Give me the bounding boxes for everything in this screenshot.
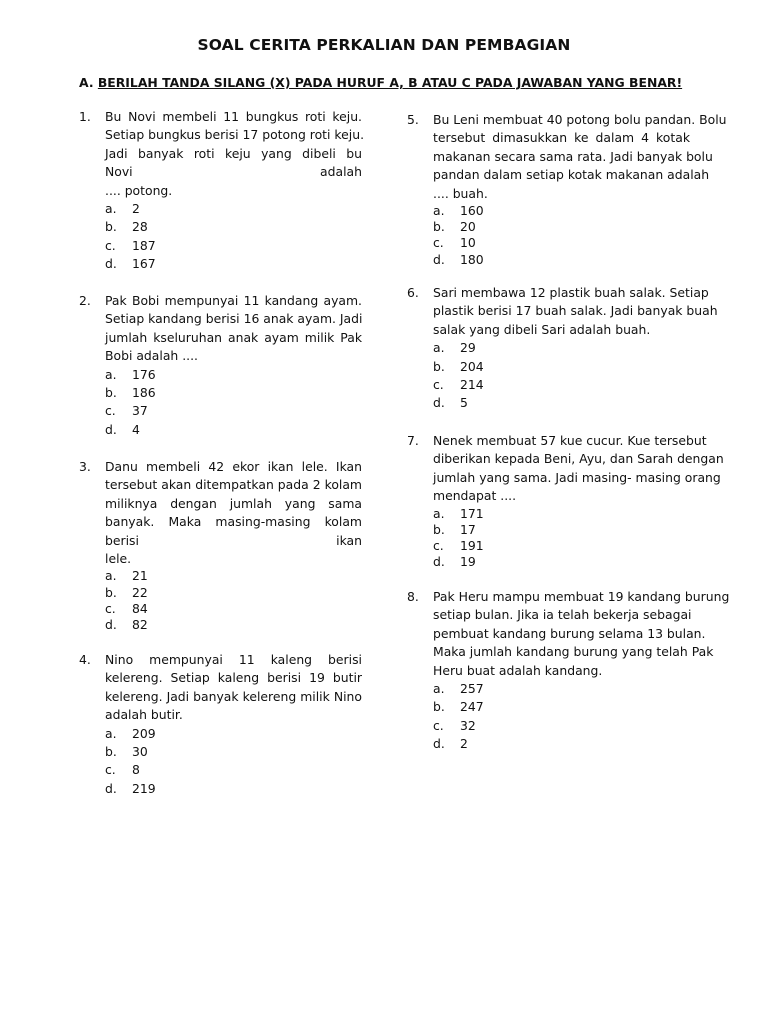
question-text-line: Bobi adalah .... [105, 348, 198, 364]
answer-options [105, 725, 379, 799]
option-letter: d. [433, 736, 445, 752]
answer-option [105, 743, 379, 761]
option-letter: a. [433, 505, 445, 521]
question-text-line: Jadi banyak roti keju yang dibeli bu [105, 145, 362, 161]
question-text-line: plastik berisi 17 buah salak. Jadi banyak buah [433, 303, 718, 319]
option-letter: b. [433, 219, 445, 235]
page-title: SOAL CERITA PERKALIAN DAN PEMBAGIAN [197, 36, 571, 54]
answer-option [433, 358, 707, 376]
answer-options [105, 568, 379, 633]
option-letter: d. [433, 554, 445, 570]
option-value: 219 [132, 780, 156, 796]
question-text-line: .... buah. [433, 185, 488, 201]
answer-option [433, 717, 707, 735]
option-letter: c. [433, 717, 444, 733]
question-text-line: pandan dalam setiap kotak makanan adalah [433, 167, 710, 183]
option-value: 167 [132, 256, 156, 272]
option-value: 2 [460, 736, 468, 752]
question-text [433, 111, 727, 203]
option-letter: b. [105, 584, 117, 600]
question-text-line: tersebut dimasukkan ke dalam 4 kotak [433, 130, 690, 146]
question-number: 4. [79, 652, 91, 667]
answer-option [105, 725, 379, 743]
option-value: 82 [132, 617, 148, 632]
option-letter: a. [433, 203, 445, 219]
answer-option [105, 237, 379, 255]
question-text-line: Nino mempunyai 11 kaleng berisi [105, 652, 362, 667]
question-text-line: adalah butir. [105, 707, 183, 723]
option-letter: b. [433, 358, 445, 374]
instruction-text: BERILAH TANDA SILANG (X) PADA HURUF A, B ATAU C PADA JAWABAN YANG BENAR! [97, 75, 683, 90]
question-text-line: Bu Leni membuat 40 potong bolu pandan. Bolu [433, 112, 727, 127]
option-value: 176 [132, 366, 156, 382]
question-text [105, 292, 362, 366]
option-value: 186 [132, 385, 156, 401]
instruction-prefix: A. [79, 75, 94, 90]
question-text [105, 651, 362, 725]
option-value: 257 [460, 681, 484, 697]
option-value: 28 [132, 219, 148, 235]
question-text-line: Pak Bobi mempunyai 11 kandang ayam. [105, 293, 362, 308]
question-1 [79, 108, 379, 274]
option-value: 10 [460, 235, 476, 251]
question-number: 6. [407, 285, 419, 300]
question-text [433, 284, 718, 339]
option-letter: b. [105, 385, 117, 401]
question-text-line: diberikan kepada Beni, Ayu, dan Sarah dengan [433, 451, 724, 467]
answer-option [105, 585, 379, 601]
option-value: 160 [460, 203, 484, 219]
option-value: 209 [132, 725, 156, 741]
question-text-line: banyak. Maka masing-masing kolam [105, 514, 362, 530]
question-text-line: salak yang dibeli Sari adalah buah. [433, 321, 651, 337]
option-value: 30 [132, 744, 148, 760]
answer-option [105, 601, 379, 617]
question-7 [407, 432, 724, 570]
answer-option [433, 203, 707, 219]
question-text-line: makanan secara sama rata. Jadi banyak bolu [433, 148, 713, 164]
question-number: 5. [407, 112, 419, 127]
option-letter: c. [433, 538, 444, 553]
option-value: 8 [132, 762, 140, 778]
question-text-line: Maka jumlah kandang burung yang telah Pak [433, 644, 714, 660]
answer-options [433, 506, 707, 571]
question-text-line: mendapat .... [433, 488, 517, 504]
question-text-line: Sari membawa 12 plastik buah salak. Setiap [433, 285, 709, 300]
option-letter: d. [433, 395, 445, 411]
option-value: 19 [460, 554, 476, 570]
answer-option [433, 394, 707, 412]
option-letter: d. [105, 421, 117, 437]
question-6 [407, 284, 718, 413]
question-text [433, 588, 730, 680]
question-text-line: tersebut akan ditempatkan pada 2 kolam [105, 477, 362, 493]
answer-option [105, 255, 379, 273]
option-value: 214 [460, 377, 484, 392]
option-letter: a. [105, 366, 117, 382]
answer-option [105, 384, 379, 402]
option-value: 2 [132, 201, 140, 217]
option-value: 4 [132, 421, 140, 437]
answer-option [105, 780, 379, 798]
question-text-line: berisi ikan [105, 532, 362, 548]
question-number: 1. [79, 109, 91, 124]
answer-options [433, 203, 707, 268]
option-value: 191 [460, 538, 484, 553]
answer-options [433, 339, 707, 413]
question-text-line: miliknya dengan jumlah yang sama [105, 495, 362, 511]
question-text [105, 458, 362, 568]
question-number: 7. [407, 433, 419, 448]
question-number: 3. [79, 459, 91, 474]
question-text-line: kelereng. Jadi banyak kelereng milik Nino [105, 688, 362, 704]
option-letter: b. [433, 699, 445, 715]
answer-option [105, 617, 379, 633]
instruction [79, 75, 682, 90]
option-letter: c. [105, 403, 116, 419]
question-text-line: kelereng. Setiap kaleng berisi 19 butir [105, 670, 362, 686]
option-letter: c. [433, 377, 444, 392]
question-4 [79, 651, 379, 798]
answer-option [105, 366, 379, 384]
option-value: 204 [460, 358, 484, 374]
option-value: 171 [460, 505, 484, 521]
answer-option [433, 554, 707, 570]
answer-options [105, 200, 379, 274]
option-value: 180 [460, 251, 484, 267]
question-text-line: Nenek membuat 57 kue cucur. Kue tersebut [433, 433, 707, 448]
question-text [105, 108, 365, 200]
question-text-line: Setiap bungkus berisi 17 potong roti keju. [105, 127, 365, 143]
question-text-line: Bu Novi membeli 11 bungkus roti keju. [105, 109, 362, 124]
answer-option [105, 421, 379, 439]
option-letter: d. [105, 617, 117, 632]
option-letter: c. [105, 600, 116, 616]
question-2 [79, 292, 379, 439]
option-value: 37 [132, 403, 148, 419]
question-text-line: setiap bulan. Jika ia telah bekerja sebagai [433, 607, 692, 623]
option-letter: a. [105, 201, 117, 217]
answer-option [433, 698, 707, 716]
answer-option [433, 680, 707, 698]
question-8 [407, 588, 730, 754]
option-value: 84 [132, 600, 148, 616]
option-value: 22 [132, 584, 148, 600]
answer-option [105, 200, 379, 218]
question-text-line: Danu membeli 42 ekor ikan lele. Ikan [105, 459, 362, 474]
answer-option [433, 506, 707, 522]
option-letter: d. [105, 780, 117, 796]
question-5 [407, 111, 727, 268]
option-value: 29 [460, 340, 476, 356]
answer-option [433, 235, 707, 251]
question-text-line: jumlah kseluruhan anak ayam milik Pak [105, 329, 362, 345]
answer-option [105, 218, 379, 236]
question-text-line: Pak Heru mampu membuat 19 kandang burung [433, 589, 730, 604]
option-letter: d. [433, 251, 445, 267]
option-letter: d. [105, 256, 117, 272]
option-value: 5 [460, 395, 468, 411]
option-letter: c. [433, 235, 444, 251]
option-letter: b. [105, 744, 117, 760]
option-letter: c. [105, 237, 116, 253]
option-letter: a. [105, 568, 117, 584]
answer-option [433, 339, 707, 357]
answer-option [105, 402, 379, 420]
question-text [433, 432, 724, 506]
option-letter: b. [105, 219, 117, 235]
answer-option [433, 219, 707, 235]
question-text-line: pembuat kandang burung selama 13 bulan. [433, 625, 706, 641]
answer-options [105, 366, 379, 440]
question-text-line: jumlah yang sama. Jadi masing- masing orang [433, 469, 721, 485]
answer-option [433, 522, 707, 538]
question-3 [79, 458, 379, 633]
question-text-line: lele. [105, 551, 132, 567]
option-letter: b. [433, 521, 445, 537]
option-value: 32 [460, 717, 476, 733]
answer-option [105, 761, 379, 779]
answer-option [433, 538, 707, 554]
question-text-line: .... potong. [105, 182, 173, 198]
answer-option [433, 376, 707, 394]
answer-option [433, 735, 707, 753]
option-value: 20 [460, 219, 476, 235]
option-letter: c. [105, 762, 116, 778]
option-value: 247 [460, 699, 484, 715]
option-letter: a. [433, 340, 445, 356]
answer-options [433, 680, 707, 754]
question-text-line: Setiap kandang berisi 16 anak ayam. Jadi [105, 311, 363, 327]
option-letter: a. [433, 681, 445, 697]
answer-option [433, 252, 707, 268]
question-text-line: Heru buat adalah kandang. [433, 662, 603, 678]
question-number: 2. [79, 293, 91, 308]
question-number: 8. [407, 589, 419, 604]
answer-option [105, 568, 379, 584]
option-letter: a. [105, 725, 117, 741]
option-value: 17 [460, 521, 476, 537]
option-value: 21 [132, 568, 148, 584]
question-text-line: Novi adalah [105, 164, 362, 180]
option-value: 187 [132, 237, 156, 253]
